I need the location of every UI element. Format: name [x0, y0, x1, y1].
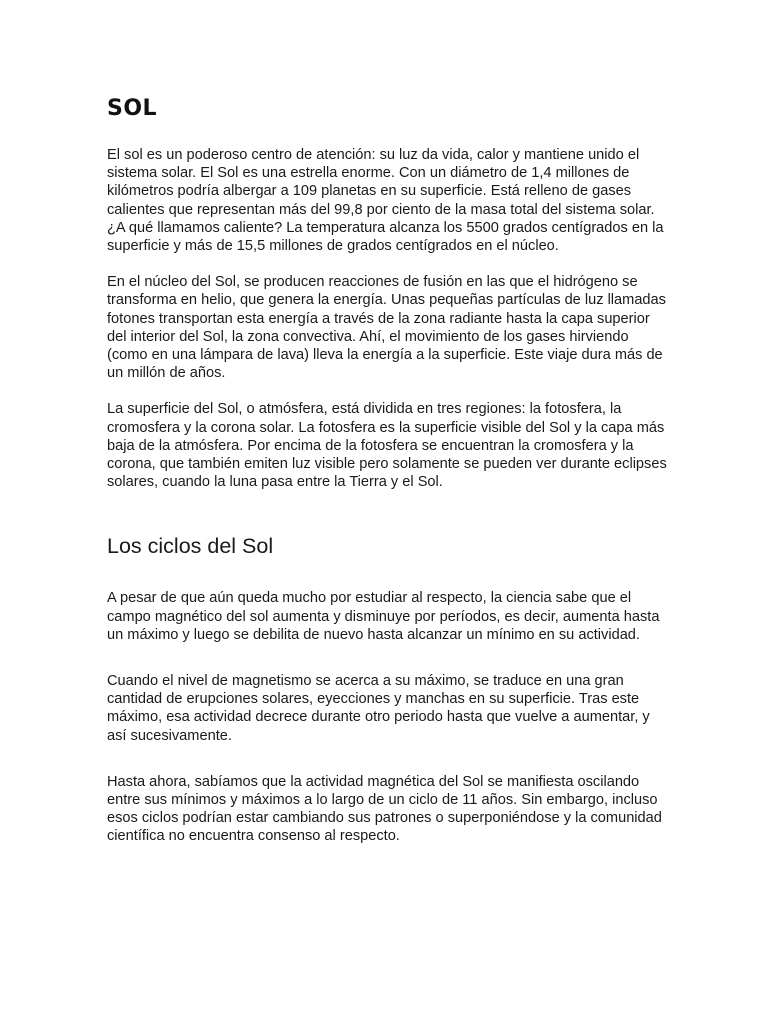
paragraph-cycles-intro: A pesar de que aún queda mucho por estudiar al respecto, la ciencia sabe que el campo magnético del sol aumenta y disminuye por períodos, es decir, aumenta hasta un máximo y luego se debilita de nuevo hasta alcanzar un mínimo en su actividad. — [107, 590, 660, 643]
section-heading: Los ciclos del Sol — [107, 534, 274, 559]
paragraph-cycles-patterns: Hasta ahora, sabíamos que la actividad magnética del Sol se manifiesta oscilando entre sus mínimos y máximos a lo largo de un ciclo de 11 años. Sin embargo, incluso esos ciclos podrían estar cambiando sus patrones o superponiéndose y la comunidad científica no encuentra consenso al respecto. — [107, 773, 662, 845]
paragraph-intro: El sol es un poderoso centro de atención: su luz da vida, calor y mantiene unido el sistema solar. El Sol es una estrella enorme. Con un diámetro de 1,4 millones de kilómetros podría albergar a 109 planetas en su superficie. Está relleno de gases calientes que representan más del 99,8 por ciento de la masa total del sistema solar. ¿A qué llamamos caliente? La temperatura alcanza los 5500 grados centígrados en la superficie y más de 15,5 millones de grados centígrados en el núcleo. — [107, 147, 664, 255]
document-title: SOL — [107, 96, 158, 121]
paragraph-core: En el núcleo del Sol, se producen reacciones de fusión en las que el hidrógeno se transforma en helio, que genera la energía. Unas pequeñas partículas de luz llamadas fotones transportan esta energía a través de la zona radiante hasta la capa superior del interior del Sol, la zona convectiva. Ahí, el movimiento de los gases hirviendo (como en una lámpara de lava) lleva la energía a la superficie. Este viaje dura más de un millón de años. — [107, 274, 666, 382]
document-body — [107, 96, 667, 846]
paragraph-atmosphere: La superficie del Sol, o atmósfera, está dividida en tres regiones: la fotosfera, la cromosfera y la corona solar. La fotosfera es la superficie visible del Sol y la capa más baja de la atmósfera. Por encima de la fotosfera se encuentran la cromosfera y la corona, que también emiten luz visible pero solamente se pueden ver durante eclipses solares, cuando la luna pasa entre la Tierra y el Sol. — [107, 401, 667, 491]
paragraph-cycles-maximum: Cuando el nivel de magnetismo se acerca a su máximo, se traduce en una gran cantidad de erupciones solares, eyecciones y manchas en su superficie. Tras este máximo, esa actividad decrece durante otro periodo hasta que vuelve a aumentar, y así sucesivamente. — [107, 673, 650, 744]
